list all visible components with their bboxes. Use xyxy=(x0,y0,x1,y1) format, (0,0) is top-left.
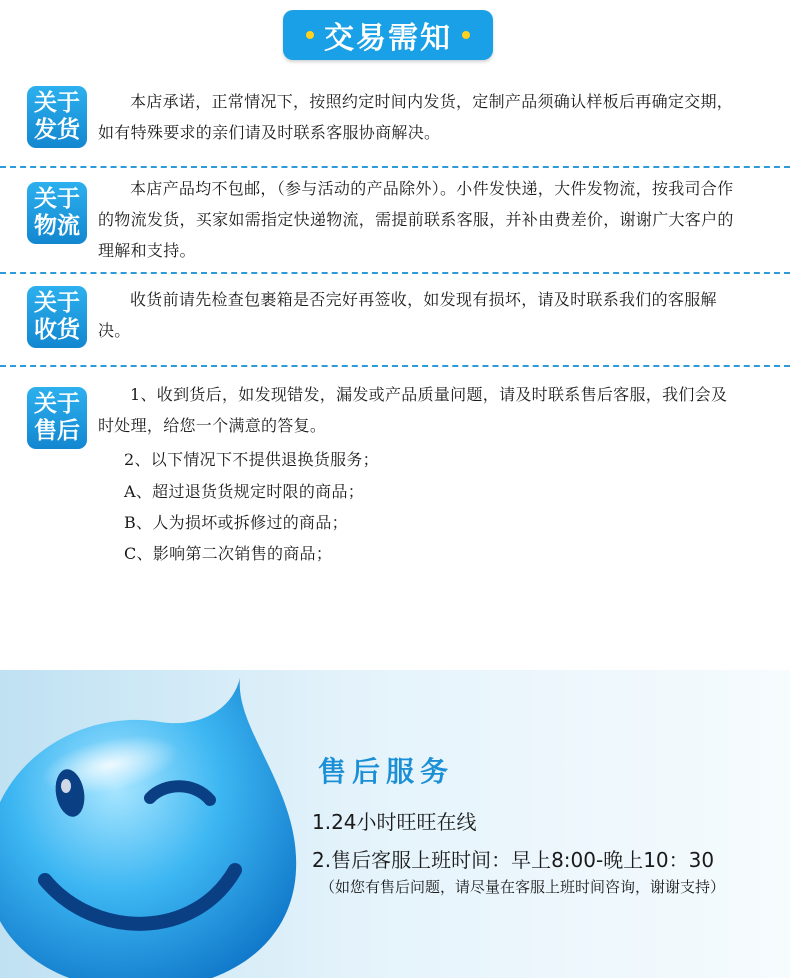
page-title: 交易需知 xyxy=(324,21,452,56)
section-text: 本店承诺，正常情况下，按照约定时间内发货，定制产品须确认样板后再确定交期，如有特殊要求的亲们请及时联系客服协商解决。 xyxy=(98,92,734,142)
service-item: 2.售后客服上班时间：早上8:00-晚上10：30 xyxy=(312,848,715,872)
policy-line: 2、以下情况下不提供退换货服务； xyxy=(124,450,379,469)
section-badge xyxy=(27,86,87,148)
bullet-dot-icon xyxy=(306,31,314,39)
policy-line: C、影响第二次销售的商品； xyxy=(124,544,333,563)
section-text: 收货前请先检查包裹箱是否完好再签收，如发现有损坏，请及时联系我们的客服解决。 xyxy=(98,290,717,340)
badge-line: 关于 xyxy=(34,90,80,116)
title-banner xyxy=(283,10,493,60)
dashed-divider xyxy=(0,166,790,168)
service-item: 1.24小时旺旺在线 xyxy=(312,810,477,834)
smiley-water-drop-icon xyxy=(0,670,320,978)
policy-line: B、人为损坏或拆修过的商品； xyxy=(124,513,348,532)
badge-line: 关于 xyxy=(34,186,80,212)
badge-line: 收货 xyxy=(34,317,80,343)
section-badge xyxy=(27,387,87,449)
badge-line: 物流 xyxy=(34,213,80,239)
badge-line: 关于 xyxy=(34,391,80,417)
page-header xyxy=(0,0,790,78)
section-text: 本店产品均不包邮，（参与活动的产品除外）。小件发快递，大件发物流，按我司合作的物流发货，买家如需指定快递物流，需提前联系客服，并补由费差价，谢谢广大客户的理解和支持。 xyxy=(98,179,734,260)
section-badge xyxy=(27,286,87,348)
dashed-divider xyxy=(0,365,790,367)
service-title: 售后服务 xyxy=(318,755,455,788)
badge-line: 售后 xyxy=(34,418,80,444)
service-note: （如您有售后问题，请尽量在客服上班时间咨询，谢谢支持） xyxy=(320,878,726,896)
badge-line: 关于 xyxy=(34,290,80,316)
policy-line: A、超过退货货规定时限的商品； xyxy=(124,482,365,501)
section-text: 1、收到货后，如发现错发，漏发或产品质量问题，请及时联系售后客服，我们会及时处理，给您一个满意的答复。 xyxy=(98,385,728,435)
after-sales-banner xyxy=(0,670,790,978)
dashed-divider xyxy=(0,272,790,274)
section-badge xyxy=(27,182,87,244)
bullet-dot-icon xyxy=(462,31,470,39)
badge-line: 发货 xyxy=(34,117,80,143)
